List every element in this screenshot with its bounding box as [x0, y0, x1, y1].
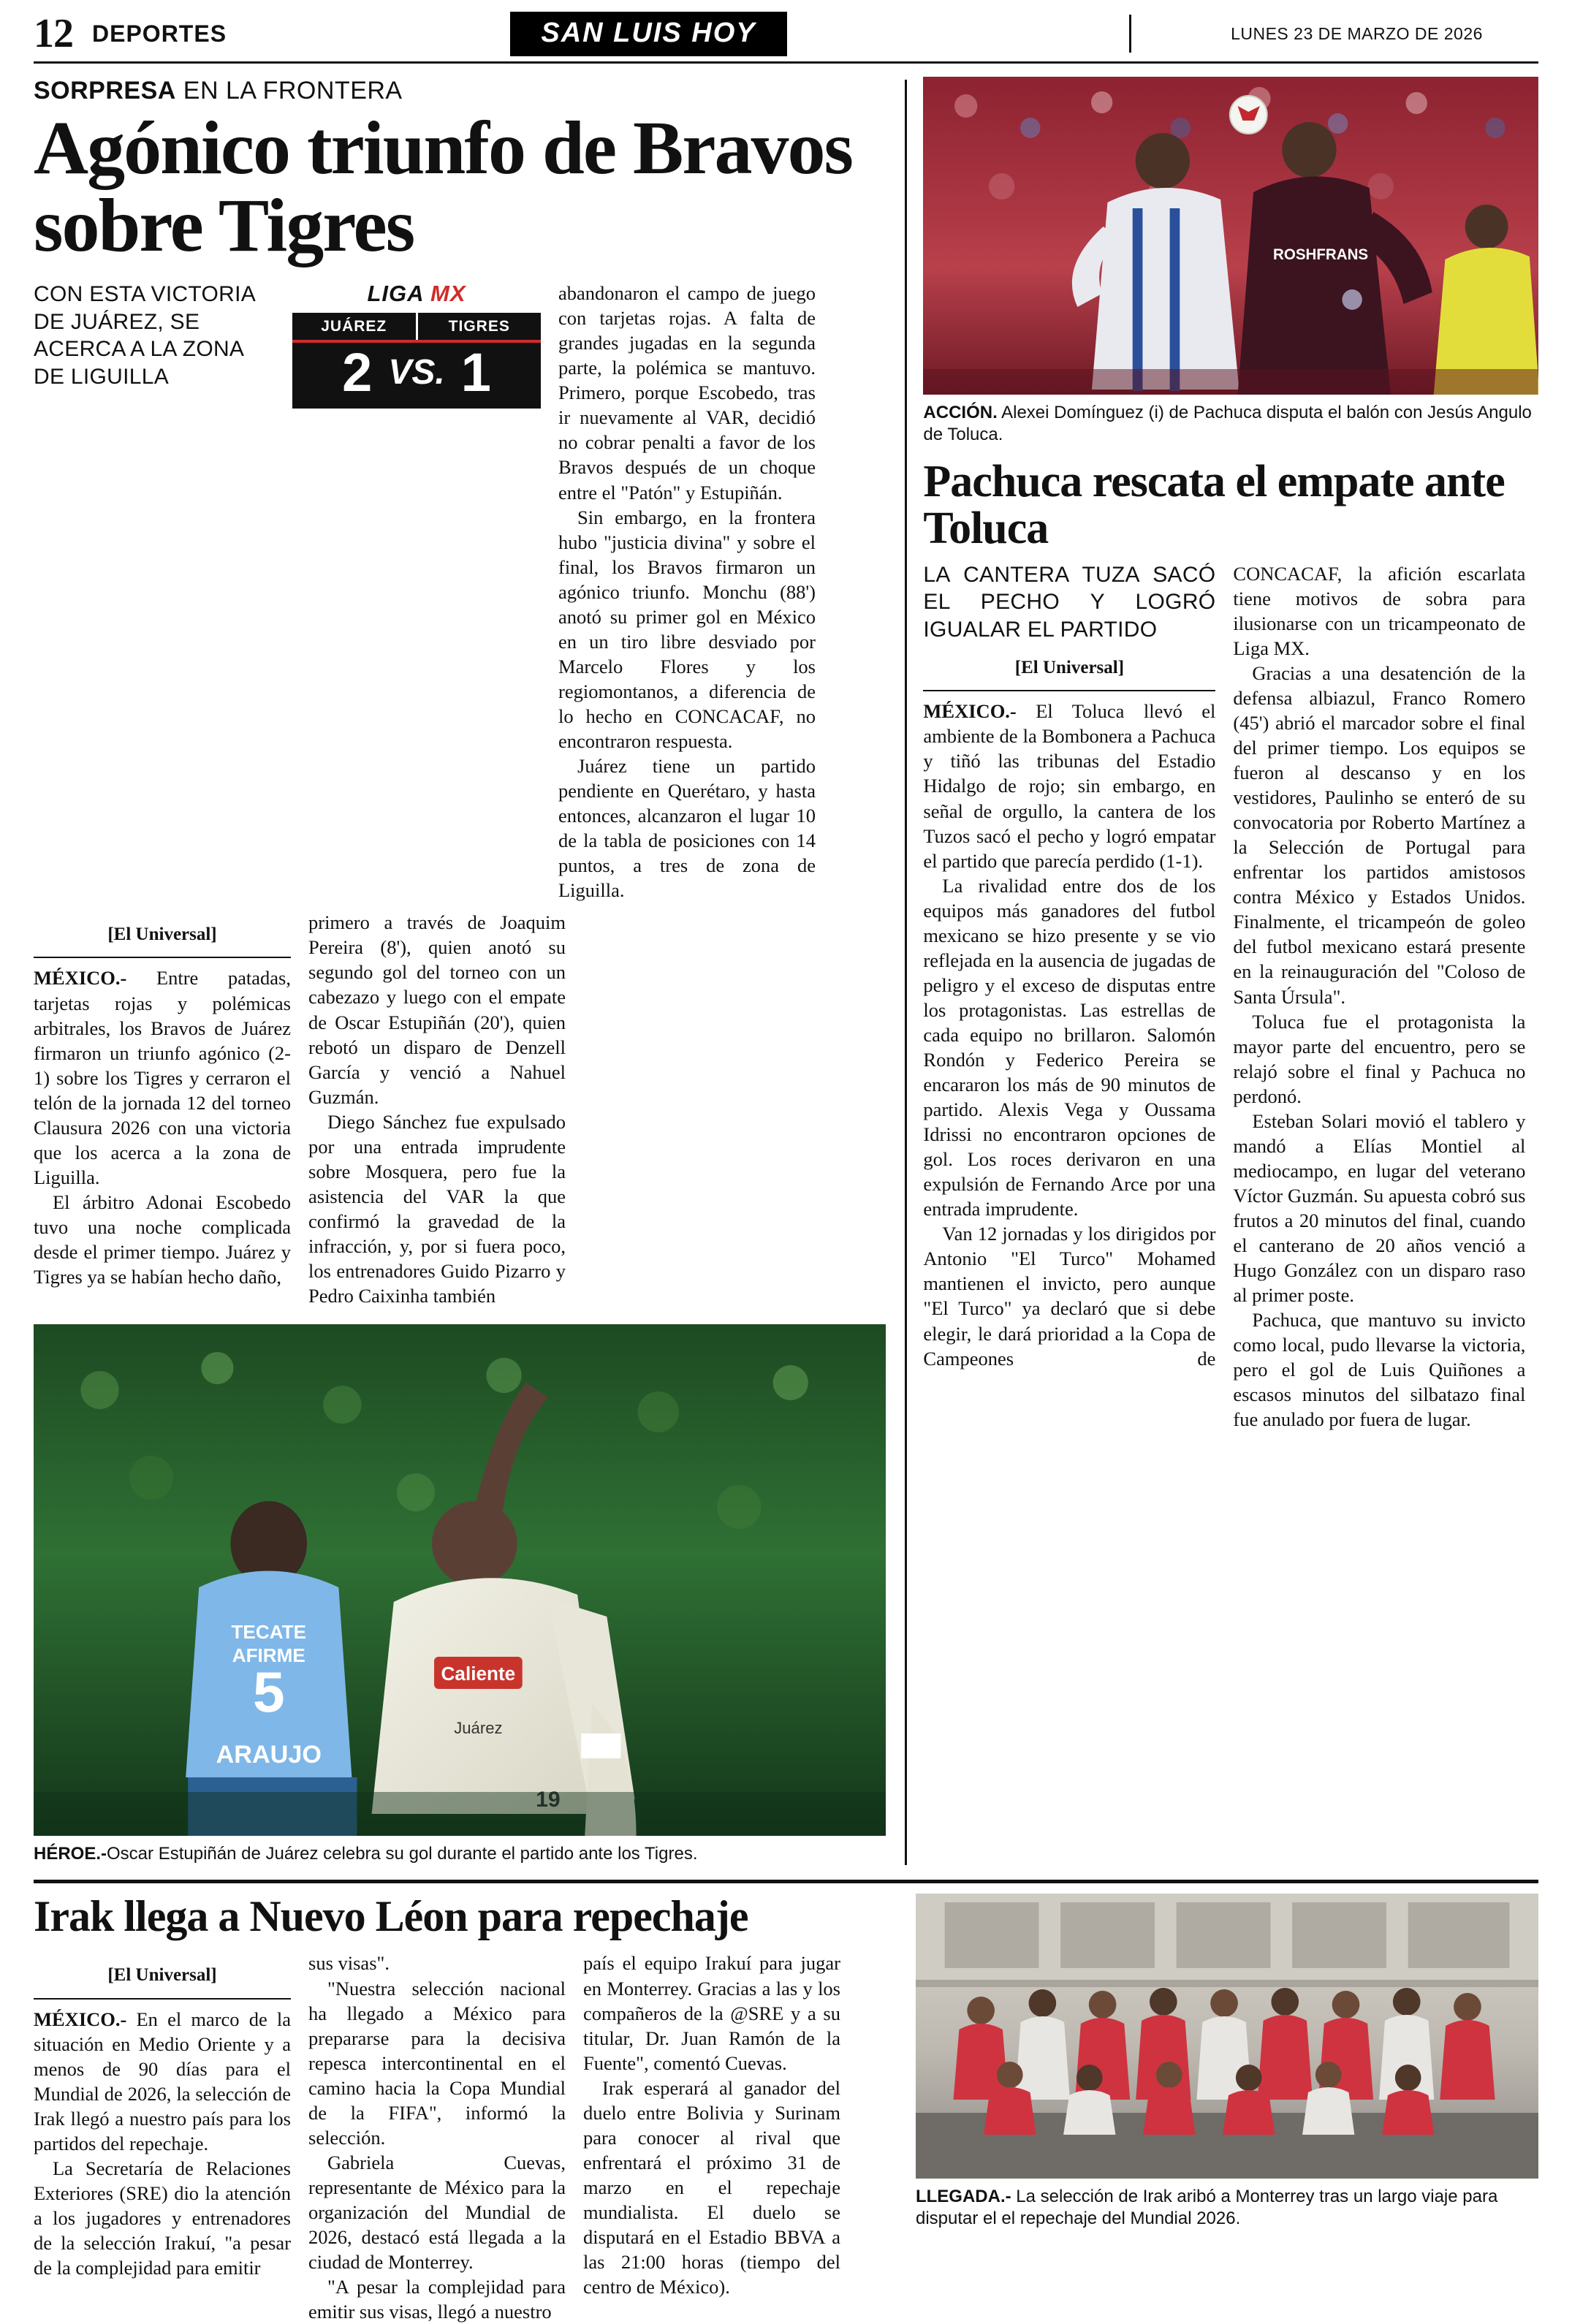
- irak-photo-caption: [916, 2186, 1538, 2230]
- masthead-rule: [34, 61, 1538, 64]
- paragraph: "Nuestra selección nacional ha llegado a México para prepararse para la decisiva repesca intercontinental en el camino hacia la Copa Mundial de la FIFA", informó la selección.: [308, 1977, 566, 2149]
- away-team-name: TIGRES: [448, 318, 510, 335]
- lead-kicker: [34, 77, 886, 105]
- lead-headline: Agónico triunfo de Bravos sobre Tigres: [34, 106, 852, 268]
- paragraph: Gracias a una desatención de la defensa albiazul, Franco Romero (45') abrió el marcador sobre el final del primer tiempo. Los equipos se fueron al descanso y en los vestidores, Paulinho se enteró de su convocatoria por Roberto Martínez a la Selección de Portugal para enfrentar los partidos amistosos contra México y Estados Unidos. Finalmente, el tricampeón de goleo del futbol mexicano estará presente en la reinauguración del "Coloso de Santa Úrsula".: [1233, 661, 1526, 1008]
- paragraph: La Secretaría de Relaciones Exteriores (SRE) dio la atención a los jugadores y entrenadores de la selección Irakuí, "a pesar de la complejidad para emitir: [34, 2157, 291, 2279]
- paragraph: Pachuca, que mantuvo su invicto como local, pudo llevarse la victoria, pero el gol de Luis Quiñones a escasos minutos del silbatazo final fue anulado por fuera de lugar.: [1233, 1309, 1526, 1431]
- paragraph: sus visas".: [308, 1952, 390, 1975]
- svg-text:19: 19: [536, 1788, 561, 1812]
- irak-caption-text: La selección de Irak aribó a Monterrey tras un largo viaje para disputar el el repechaje del Mundial 2026.: [915, 2187, 1498, 2229]
- bottom-section-rule: [34, 1880, 1538, 1883]
- pachuca-photo: [923, 77, 1538, 395]
- main-content: [34, 77, 1538, 1865]
- lead-kicker-bold: SORPRESA: [34, 77, 176, 105]
- away-score: 1: [460, 342, 491, 403]
- bottom-column-3: [583, 1951, 840, 2324]
- byline-rule: [923, 690, 1215, 691]
- paragraph: "A pesar la complejidad para emitir sus visas, llegó a nuestro: [308, 2276, 566, 2323]
- lead-photo: [34, 1324, 886, 1836]
- byline: [El Universal]: [107, 924, 217, 945]
- paragraph: abandonaron el campo de juego con tarjetas rojas. A falta de grandes jugadas en la segunda parte, la polémica se mantuvo. Primero, porque Escobedo, tras ir nuevamente al VAR, decidió no cobrar penalti a favor de los Bravos después de un choque entre el "Patón" y Estupiñán.: [558, 282, 816, 504]
- lead-kicker-rest: EN LA FRONTERA: [175, 77, 403, 105]
- home-team-name: JUÁREZ: [321, 318, 387, 335]
- paragraph: Sin embargo, en la frontera hubo "justicia divina" y sobre el final, los Bravos firmaron un agónico triunfo. Monchu (88') anotó su primer gol en México en un tiro libre desviado por Marcelo Flores y los regiomontanos, a diferencia de lo hecho en CONCACAF, no encontraron respuesta.: [558, 506, 816, 752]
- byline-rule: [34, 957, 291, 958]
- lead-column-3-top: [558, 281, 816, 903]
- issue-date: LUNES 23 DE MARZO DE 2026: [1129, 15, 1538, 53]
- pachuca-caption-label: ACCIÓN.: [923, 403, 998, 422]
- paragraph: Juárez tiene un partido pendiente en Querétaro, y hasta entonces, alcanzaron el lugar 10 de la tabla de posiciones con 14 puntos, a tres de zona de Liguilla.: [558, 755, 816, 902]
- svg-text:TECATE: TECATE: [231, 1621, 307, 1644]
- paragraph: MÉXICO.- En el marco de la situación en Medio Oriente y a menos de 90 días para el Mundial de 2026, la selección de Irak llegó a nuestro país para los partidos del repechaje.: [34, 2008, 291, 2154]
- paragraph: Esteban Solari movió el tablero y mandó a Elías Montiel al mediocampo, en lugar del veterano Víctor Guzmán. Su apuesta cobró sus frutos a 20 minutos del final, cuando el canterano de 20 años venció a Hugo González con un disparo raso al primer poste.: [1233, 1109, 1526, 1307]
- pachuca-caption-text: Alexei Domínguez (i) de Pachuca disputa el balón con Jesús Angulo de Toluca.: [923, 403, 1532, 444]
- paragraph: MÉXICO.- Entre patadas, tarjetas rojas y polémicas arbitrales, los Bravos de Juárez firmaron un triunfo agónico (2-1) sobre los Tigres y cerraron el telón de la jornada 12 del torneo Clausura 2026 con una victoria que los acerca a la zona de Liguilla.: [34, 967, 291, 1188]
- lead-body-columns: [34, 910, 886, 1308]
- pachuca-headline: Pachuca rescata el empate ante Toluca: [923, 457, 1505, 553]
- brand-logo: SAN LUIS HOY: [510, 12, 786, 56]
- league-label: [292, 281, 541, 307]
- home-score: 2: [342, 342, 373, 403]
- byline-rule: [34, 1998, 291, 2000]
- pachuca-column-1: [923, 561, 1215, 1432]
- vertical-divider: [905, 80, 907, 1865]
- paragraph: país el equipo Irakuí para jugar en Monterrey. Gracias a las y los compañeros de la @SRE y a su titular, Dr. Juan Ramón de la Fuente", comentó Cuevas.: [583, 1952, 840, 2074]
- lead-story: [34, 77, 905, 1865]
- score-teams: [292, 313, 541, 343]
- svg-text:Caliente: Caliente: [441, 1663, 516, 1685]
- paragraph: Toluca fue el protagonista la mayor parte del encuentro, pero se relajó sobre el final y Pachuca no perdonó.: [1233, 1010, 1526, 1107]
- lead-column-2: [308, 910, 566, 1308]
- irak-team-photo: [916, 1894, 1538, 2179]
- secondary-story: [923, 77, 1538, 1865]
- bottom-left: [34, 1894, 916, 2324]
- bottom-right: [916, 1894, 1538, 2324]
- league-mx: MX: [423, 281, 466, 307]
- paragraph: La rivalidad entre dos de los equipos más ganadores del futbol mexicano se hizo presente y se vio reflejada en la ausencia de jugadas de peligro y el exceso de disputas entre los protagonistas. Las estrellas de cada equipo no brillaron. Salomón Rondón y Federico Pereira se encararon los más de 90 minutos de partido. Alexis Vega y Oussama Idrissi no encontraron opciones de gol. Los roces derivaron en una expulsión de Fernando Arce por una entrada imprudente.: [923, 874, 1216, 1220]
- paragraph: Van 12 jornadas y los dirigidos por Antonio "El Turco" Mohamed mantienen el invicto, pero aunque "El Turco" ya declaró que si debe elegir, le dará prioridad a la Copa de Campeones de: [923, 1223, 1216, 1370]
- paragraph: Irak esperará al ganador del duelo entre Bolivia y Surinam para conocer al rival que enfrentará el próximo 31 de marzo en el repechaje mundialista. El duelo se disputará en el Estadio BBVA a las 21:00 horas (tiempo del centro de México).: [583, 2076, 840, 2298]
- byline: [El Universal]: [1014, 658, 1125, 678]
- league-name: LIGA: [367, 281, 424, 307]
- bottom-headline: Irak llega a Nuevo Léon para repechaje: [34, 1892, 748, 1941]
- masthead: [34, 0, 1538, 57]
- vs-label: VS.: [388, 353, 445, 392]
- paragraph: Gabriela Cuevas, representante de México para la organización del Mundial de 2026, destacó está llegada a la ciudad de Monterrey.: [308, 2151, 566, 2274]
- lead-column-3-spacer: [583, 910, 840, 1308]
- lead-photo-caption: [34, 1843, 886, 1865]
- lead-deck: CON ESTA VICTORIA DE JUÁREZ, SE ACERCA A LA ZONA DE LIGUILLA: [34, 282, 255, 389]
- svg-text:Juárez: Juárez: [454, 1719, 503, 1738]
- bottom-column-1: [34, 1951, 291, 2324]
- score-numbers: [292, 343, 541, 409]
- svg-text:ROSHFRANS: ROSHFRANS: [1273, 246, 1369, 264]
- masthead-center: [227, 12, 1129, 56]
- byline: [El Universal]: [107, 1965, 217, 1986]
- irak-caption-label: LLEGADA.-: [915, 2187, 1011, 2207]
- lead-caption-label: HÉROE.-: [34, 1844, 107, 1864]
- pachuca-body: [923, 561, 1538, 1432]
- svg-text:ARAUJO: ARAUJO: [216, 1741, 322, 1769]
- svg-text:5: 5: [252, 1660, 285, 1725]
- bottom-columns: [34, 1951, 897, 2324]
- lead-caption-text: Oscar Estupiñán de Juárez celebra su gol durante el partido ante los Tigres.: [107, 1844, 698, 1864]
- pachuca-deck: LA CANTERA TUZA SACÓ EL PECHO Y LOGRÓ IGUALAR EL PARTIDO: [923, 562, 1216, 642]
- pachuca-photo-caption: [923, 402, 1538, 446]
- scorebox: [292, 281, 541, 903]
- lead-column-1: [34, 910, 291, 1308]
- paragraph: Diego Sánchez fue expulsado por una entrada imprudente sobre Mosquera, pero fue la asistencia del VAR la que confirmó la gravedad de la infracción, y, por si fuera poco, los entrenadores Guido Pizarro y Pedro Caixinha también: [308, 1110, 566, 1307]
- pachuca-column-2: [1233, 561, 1525, 1432]
- section-label: DEPORTES: [92, 20, 227, 47]
- paragraph: primero a través de Joaquim Pereira (8'), quien anotó su segundo gol del torneo con un cabezazo y luego con el empate de Oscar Estupiñán (20'), quien rebotó un disparo de Denzell García y venció a Nahuel Guzmán.: [308, 911, 566, 1108]
- bottom-column-2: [308, 1951, 566, 2324]
- paragraph: El árbitro Adonai Escobedo tuvo una noche complicada desde el primer tiempo. Juárez y Tigres ya se habían hecho daño,: [34, 1191, 291, 1288]
- bottom-story: [34, 1894, 1538, 2324]
- paragraph: CONCACAF, la afición escarlata tiene motivos de sobra para ilusionarse con un tricampeonato de Liga MX.: [1233, 562, 1526, 659]
- lead-deck-row: [34, 281, 886, 903]
- page-number: 12: [34, 11, 73, 56]
- svg-text:AFIRME: AFIRME: [232, 1644, 305, 1667]
- paragraph: MÉXICO.- El Toluca llevó el ambiente de la Bombonera a Pachuca y tiñó las tribunas del Estadio Hidalgo de rojo; sin embargo, en señal de orgullo, la cantera de los Tuzos sacó el pecho y logró empatar el partido que parecía perdido (1-1).: [923, 700, 1216, 872]
